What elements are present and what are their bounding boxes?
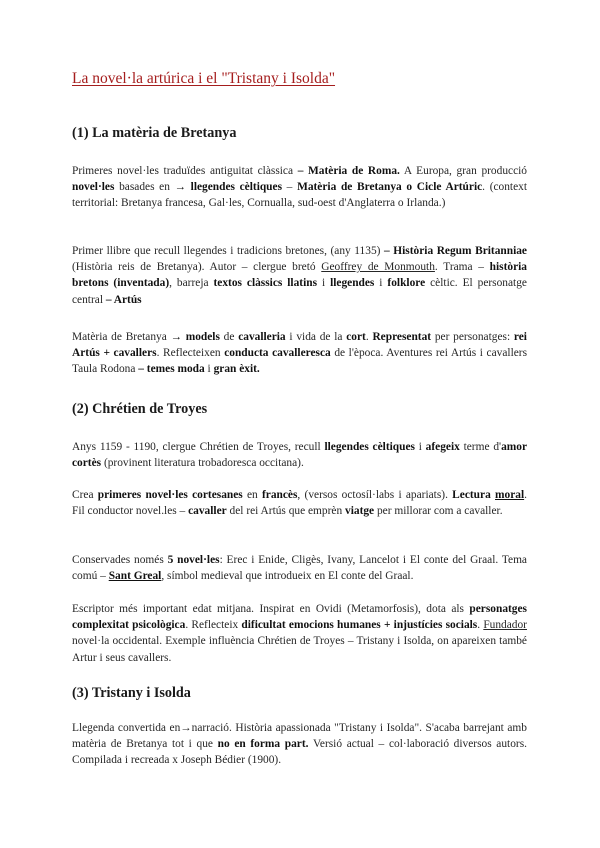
text-run: basades en — [114, 181, 175, 194]
text-run: (provinent literatura trobadoresca occitana). — [101, 457, 304, 470]
text-run: barrejant amb matèria de Bretanya tot i que — [72, 722, 527, 751]
text-run: , barreja — [169, 277, 214, 290]
text-run: personatges: — [453, 331, 514, 343]
bold-text: Bretanya o Cicle Artúric — [357, 181, 483, 194]
bold-text: Matèria de — [297, 181, 353, 194]
text-run: Crea — [72, 489, 98, 501]
text-run: : Erec i Enide, Cligès, Ivany, Lancelot i El conte del Graal. — [219, 554, 499, 566]
text-run: i — [204, 363, 214, 376]
text-run: . Reflecteixen — [156, 347, 225, 360]
bold-text: cavalleria — [238, 331, 286, 343]
text-run: Primeres novel·les traduïdes antiguitat clàssica — [72, 165, 298, 177]
bold-text: textos clàssics llatins — [213, 277, 318, 290]
section-heading-tristany: (3) Tristany i Isolda — [72, 685, 191, 701]
bold-text: Britanniae — [475, 245, 527, 257]
bold-text: història bretons (inventada) — [72, 261, 527, 290]
section-heading-chretien: (2) Chrétien de Troyes — [72, 401, 208, 417]
text-run: . Fil conductor novel.les – — [72, 489, 527, 518]
text-run: . Reflecteix — [185, 619, 242, 632]
text-run: cèltic. El personatge central — [72, 277, 527, 306]
text-run: d' — [493, 441, 502, 453]
text-run: Trama – — [443, 261, 490, 274]
text-run: (Història reis de Bretanya). Autor – clergue bretó — [72, 261, 322, 274]
text-run: i — [317, 277, 331, 290]
bold-text: amor cortès — [72, 441, 527, 470]
text-run: , símbol medieval que introdueix en El conte del Graal. — [161, 570, 414, 583]
text-run: i — [414, 441, 426, 453]
bold-text: conducta cavalleresca — [224, 347, 331, 360]
text-run: terme — [459, 441, 490, 453]
paragraph — [72, 552, 527, 584]
bold-text: personatges complexitat psicològica — [72, 603, 527, 632]
paragraph — [72, 243, 527, 308]
text-run: Versió actual – — [308, 738, 385, 751]
bold-text: llegendes — [330, 277, 375, 290]
text-run: i — [374, 277, 383, 290]
bold-text: rei Artús + cavallers — [72, 331, 527, 360]
text-run: – Tristany i Isolda, on apareixen també Artur i seus cavallers. — [72, 635, 527, 664]
paragraph — [72, 720, 527, 769]
bold-text: – Matèria de Roma. — [297, 165, 400, 177]
paragraph — [72, 163, 527, 212]
text-run: , (versos octosíl·labs i apariats). — [297, 489, 453, 501]
text-run: i vida de la — [285, 331, 347, 343]
bold-text: cort — [346, 331, 366, 343]
text-run: . — [434, 261, 438, 274]
underlined-text: Geoffrey de Monmouth — [321, 261, 435, 274]
bold-text: – Artús — [105, 293, 142, 306]
text-run: Aventures rei Artús i cavallers Taula Rodona — [72, 347, 528, 376]
text-run: Conservades només — [72, 554, 168, 566]
text-run: – — [282, 181, 298, 194]
text-run: Escriptor més important edat mitjana. Inspirat en Ovidi (Metamorfosis), dota als — [72, 603, 464, 615]
paragraph — [72, 487, 527, 519]
bold-text: afegeix — [425, 441, 460, 453]
bold-text: → models — [170, 331, 220, 343]
bold-text: 5 novel·les — [167, 554, 220, 566]
bold-text: no en forma part. — [217, 738, 309, 751]
text-run: en — [242, 489, 262, 501]
paragraph — [72, 439, 527, 471]
text-run: novel·la occidental. Exemple influència Chrétien de Troyes — [72, 635, 345, 648]
text-run: col·laboració diversos autors. Compilada i recreada x Joseph Bédier (1900). — [72, 738, 527, 767]
bold-text: injustícies socials — [393, 619, 478, 632]
bold-text: Lectura — [452, 489, 491, 501]
bold-text: viatge — [345, 505, 375, 518]
paragraph — [72, 601, 527, 666]
text-run: sud-oest d'Anglaterra o Irlanda.) — [297, 197, 446, 210]
underlined-text: Sant Greal — [108, 570, 162, 583]
document-title: La novel·la artúrica i el "Tristany i Isolda" — [72, 70, 336, 87]
text-run: A Europa, gran producció — [403, 165, 527, 177]
text-run: com a cavaller. — [433, 505, 503, 518]
text-run: Primer llibre que recull llegendes i tradicions bretones, (any 1135) — [72, 245, 385, 257]
text-run: de l'època. — [330, 347, 384, 360]
bold-text: llegendes cèltiques — [324, 441, 415, 453]
text-run: de — [219, 331, 239, 343]
bold-text: francès — [261, 489, 298, 501]
bold-text: Representat — [372, 331, 432, 343]
bold-text: cavaller — [188, 505, 227, 518]
text-run: . (context territorial: Bretanya francesa, Gal·les, Cornualla, — [72, 181, 528, 210]
bold-text: – Història Regum — [384, 245, 472, 257]
bold-text: gran èxit. — [213, 363, 260, 376]
text-run: per millorar — [374, 505, 432, 518]
bold-text: → llegendes cèltiques — [174, 181, 283, 194]
text-run: Anys 1159 - 1190, clergue Chrétien de Troyes, recull — [72, 441, 325, 453]
text-run: Matèria de Bretanya — [72, 331, 171, 343]
text-run: del rei Artús que emprèn — [226, 505, 346, 518]
paragraph — [72, 329, 527, 378]
text-run: Tema comú – — [72, 554, 527, 583]
text-run: Llegenda convertida en→narració. Història apassionada "Tristany i Isolda". S'acaba — [72, 722, 460, 734]
bold-text: folklore — [387, 277, 426, 290]
text-run: . — [365, 331, 373, 343]
underlined-text: Fundador — [483, 619, 527, 632]
section-heading-materia-bretanya: (1) La matèria de Bretanya — [72, 125, 237, 141]
text-run: . — [477, 619, 484, 632]
text-run: per — [431, 331, 450, 343]
bold-text: dificultat emocions humanes + — [241, 619, 391, 632]
bold-text: – temes moda — [138, 363, 205, 376]
bold-text: primeres novel·les cortesanes — [97, 489, 243, 501]
bold-text: novel·les — [72, 181, 115, 194]
underlined-text: moral — [495, 489, 525, 501]
